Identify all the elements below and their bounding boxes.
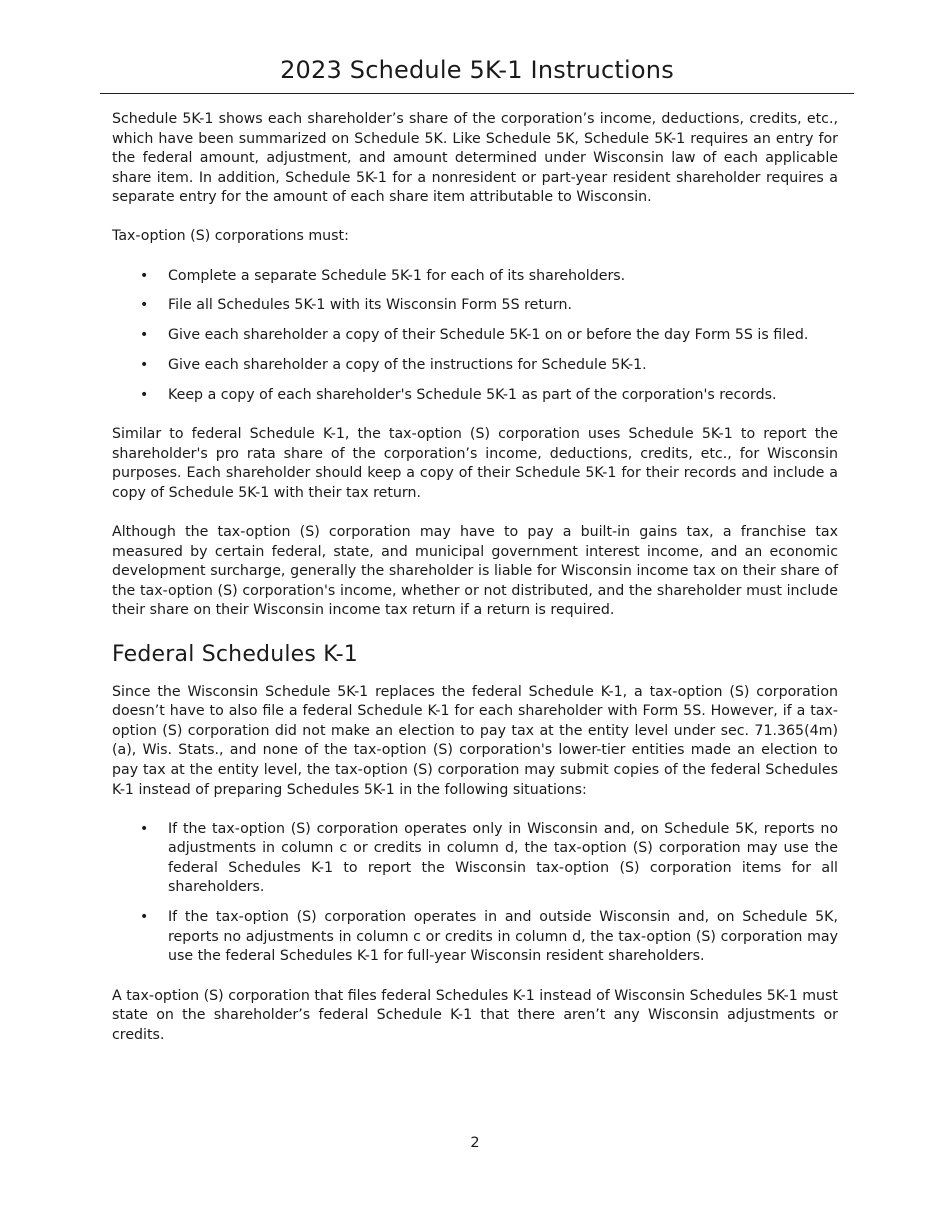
federal-statement-paragraph: A tax-option (S) corporation that files federal Schedules K-1 instead of Wisconsin Schedules 5K-1 must state on the shareholder’s federal Schedule K-1 that there aren’t any Wisconsin adjustments or credits. [112,987,838,1043]
bullet-icon: • [140,327,149,344]
bullet-icon: • [140,357,149,374]
federal-comparison-paragraph: Similar to federal Schedule K-1, the tax-option (S) corporation uses Schedule 5K-1 to report the shareholder's pro rata share of the corporation’s income, deductions, credits, etc., for Wisconsin purposes. Each shareholder should keep a copy of their Schedule 5K-1 for their records and include a copy of Schedule 5K-1 with their tax return. [112,426,838,501]
situations-list [112,820,838,967]
bullet-icon: • [140,297,149,314]
list-item [112,326,838,346]
bullet-icon: • [140,820,149,837]
section-heading-federal: Federal Schedules K-1 [112,641,358,667]
list-item-text: Keep a copy of each shareholder's Schedule 5K-1 as part of the corporation's records. [168,387,777,404]
requirements-intro: Tax-option (S) corporations must: [112,228,349,245]
requirements-list [112,267,838,406]
list-item-text: File all Schedules 5K-1 with its Wisconsin Form 5S return. [168,297,572,314]
page-number: 2 [470,1135,480,1151]
list-item [112,296,838,316]
list-item [112,267,838,287]
document-body [112,110,838,1065]
federal-intro-paragraph: Since the Wisconsin Schedule 5K-1 replaces the federal Schedule K-1, a tax-option (S) corporation doesn’t have to also file a federal Schedule K-1 for each shareholder with Form 5S. However, if a tax-option (S) corporation did not make an election to pay tax at the entity level under sec. 71.365(4m)(a), Wis. Stats., and none of the tax-option (S) corporation's lower-tier entities made an election to pay tax at the entity level, the tax-option (S) corporation may submit copies of the federal Schedules K-1 instead of preparing Schedules 5K-1 in the following situations: [112,683,838,798]
list-item [112,356,838,376]
page-title: 2023 Schedule 5K-1 Instructions [280,56,674,84]
list-item [112,908,838,967]
list-item-text: Give each shareholder a copy of the instructions for Schedule 5K-1. [168,357,647,374]
list-item-text: Complete a separate Schedule 5K-1 for each of its shareholders. [168,267,626,284]
bullet-icon: • [140,909,149,926]
bullet-icon: • [140,267,149,284]
header-divider [100,93,854,94]
bullet-icon: • [140,387,149,404]
list-item [112,820,838,898]
list-item [112,386,838,406]
list-item-text: If the tax-option (S) corporation operates in and outside Wisconsin and, on Schedule 5K, reports no adjustments in column c or credits in column d, the tax-option (S) corporation may use the federal Schedules K-1 for full-year Wisconsin resident shareholders. [168,909,838,965]
list-item-text: Give each shareholder a copy of their Schedule 5K-1 on or before the day Form 5S is filed. [168,327,809,344]
shareholder-liability-paragraph: Although the tax-option (S) corporation may have to pay a built-in gains tax, a franchise tax measured by certain federal, state, and municipal government interest income, and an economic development surcharge, generally the shareholder is liable for Wisconsin income tax on their share of the tax-option (S) corporation's income, whether or not distributed, and the shareholder must include their share on their Wisconsin income tax return if a return is required. [112,524,838,619]
list-item-text: If the tax-option (S) corporation operates only in Wisconsin and, on Schedule 5K, reports no adjustments in column c or credits in column d, the tax-option (S) corporation may use the federal Schedules K-1 to report the Wisconsin tax-option (S) corporation items for all shareholders. [168,820,838,896]
intro-paragraph: Schedule 5K-1 shows each shareholder’s share of the corporation’s income, deductions, credits, etc., which have been summarized on Schedule 5K. Like Schedule 5K, Schedule 5K-1 requires an entry for the federal amount, adjustment, and amount determined under Wisconsin law of each applicable share item. In addition, Schedule 5K-1 for a nonresident or part-year resident shareholder requires a separate entry for the amount of each share item attributable to Wisconsin. [112,111,838,206]
